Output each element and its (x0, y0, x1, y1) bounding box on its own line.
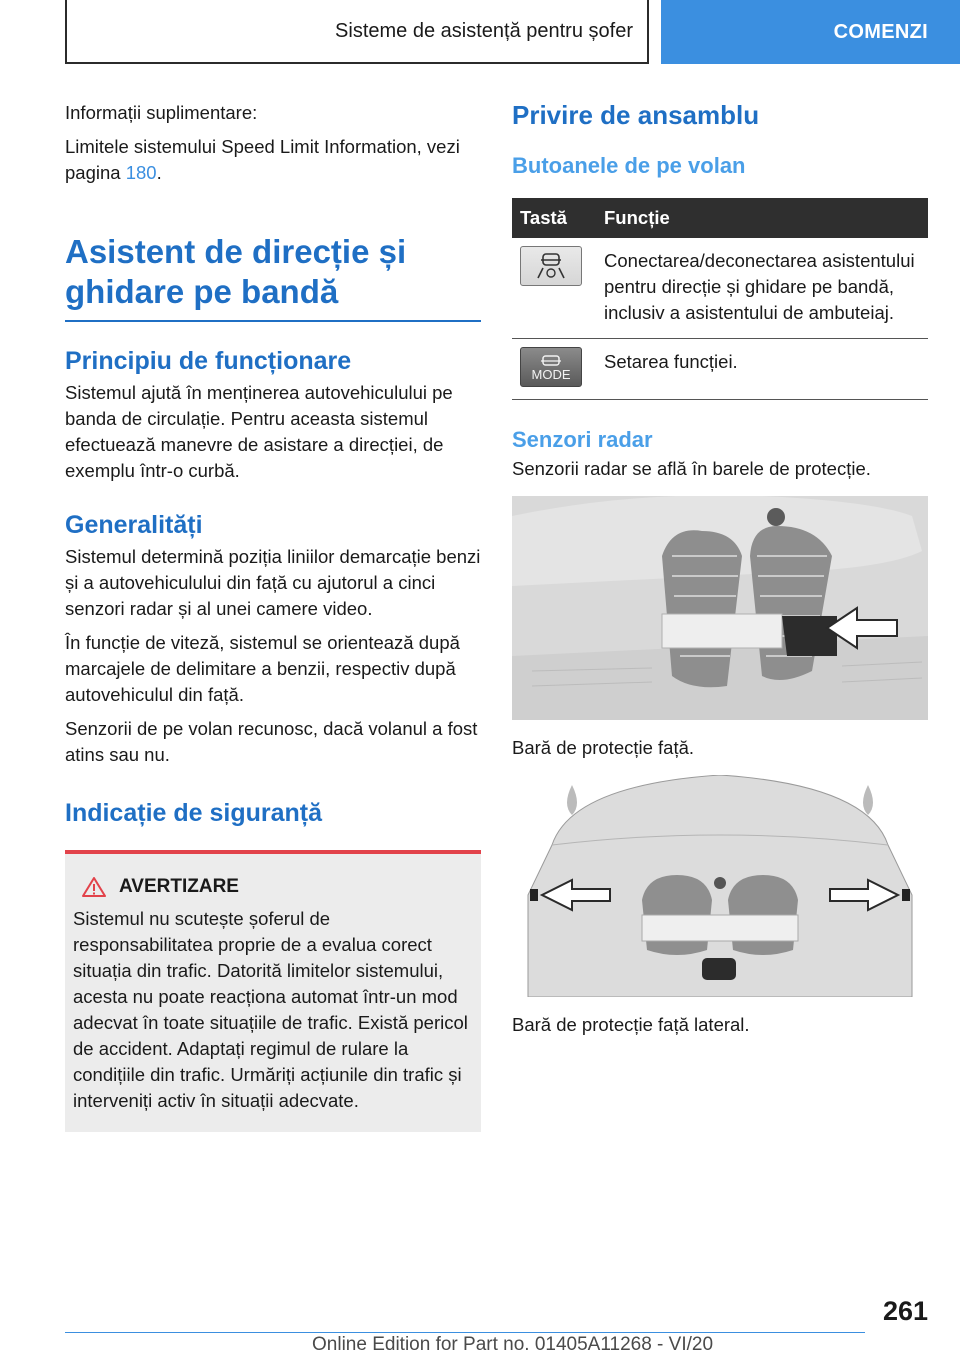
warning-triangle-icon (81, 876, 107, 898)
general-heading: Generalități (65, 511, 203, 539)
table-cell-function: Setarea funcției. (596, 339, 928, 400)
warning-box (65, 850, 481, 1132)
buttons-table (512, 198, 928, 400)
front-lateral-figure (512, 775, 928, 997)
footer-edition: Online Edition for Part no. 01405A11268 - VI/20 (312, 1334, 714, 1355)
general-paragraph-3: Senzorii de pe volan recunosc, dacă volanul a fost atins sau nu. (65, 718, 478, 765)
table-header-function: Funcție (596, 198, 928, 238)
table-cell-key (512, 238, 596, 339)
info-text (65, 134, 481, 186)
right-column (512, 100, 928, 1038)
chapter-title: COMENZI (833, 20, 928, 43)
section-title: Sisteme de asistență pentru șofer (335, 19, 633, 42)
warning-title-row (81, 876, 473, 898)
table-cell-key (512, 339, 596, 400)
chapter-heading (65, 232, 481, 322)
info-label: Informații suplimentare: (65, 102, 258, 123)
table-header-row (512, 198, 928, 238)
radar-text: Senzorii radar se află în barele de protecție. (512, 458, 871, 479)
header-chapter-tab[interactable] (661, 0, 960, 64)
principle-heading: Principiu de funcționare (65, 347, 352, 375)
table-row (512, 238, 928, 339)
left-column (65, 100, 481, 1132)
general-paragraph-2: În funcție de viteză, sistemul se orientează după marcajele de delimitare a benzii, respectiv după autovehiculul din față. (65, 632, 460, 705)
header-section-title (65, 0, 649, 64)
info-text-prefix: Limitele sistemului Speed Limit Information, vezi pagina (65, 136, 460, 183)
lane-assist-button-icon (520, 246, 582, 286)
radar-heading: Senzori radar (512, 427, 653, 452)
car-lane-icon (528, 250, 574, 282)
table-header-key: Tastă (512, 198, 596, 238)
car-icon (540, 354, 562, 368)
front-bumper-figure (512, 496, 928, 720)
buttons-heading: Butoanele de pe volan (512, 153, 746, 178)
info-text-suffix: . (156, 162, 162, 183)
figure-1-caption: Bară de protecție față. (512, 737, 695, 758)
table-cell-function: Conectarea/deconectarea asistentului pentru direcție și ghidare pe bandă, inclusiv a asistentului de ambuteiaj. (596, 238, 928, 339)
mode-button-icon (520, 347, 582, 387)
safety-heading: Indicație de siguranță (65, 799, 323, 827)
warning-text: Sistemul nu scutește șoferul de responsabilitatea proprie de a evalua corect situația din trafic. Datorită limitelor sistemului, acesta nu poate reacționa automat într-un mod adecvat în toate situațiile de trafic. Există pericol de accident. Adaptați regimul de rulare la condițiile din trafic. Urmăriți acțiunile din trafic și interveniți activ în situații adecvate. (73, 908, 468, 1111)
chapter-heading-line1: Asistent de direcție și (65, 233, 407, 270)
principle-text: Sistemul ajută în menținerea autovehiculului pe banda de circulație. Pentru aceasta sistemul efectuează manevre de asistare a direcției, de exemplu într-o curbă. (65, 382, 453, 481)
chapter-heading-line2: ghidare pe bandă (65, 273, 339, 310)
page-link[interactable]: 180 (125, 162, 157, 183)
figure-2-caption: Bară de protecție față lateral. (512, 1014, 750, 1035)
warning-title: AVERTIZARE (119, 876, 239, 897)
table-row (512, 339, 928, 400)
page-number: 261 (882, 1296, 928, 1326)
overview-heading: Privire de ansamblu (512, 100, 760, 130)
general-paragraph-1: Sistemul determină poziția liniilor demarcație benzi și a autovehiculului din față cu ajutorul a cinci senzori radar și al unei camere video. (65, 546, 481, 619)
mode-key-label: MODE (531, 366, 571, 382)
footer-divider (65, 1332, 865, 1333)
